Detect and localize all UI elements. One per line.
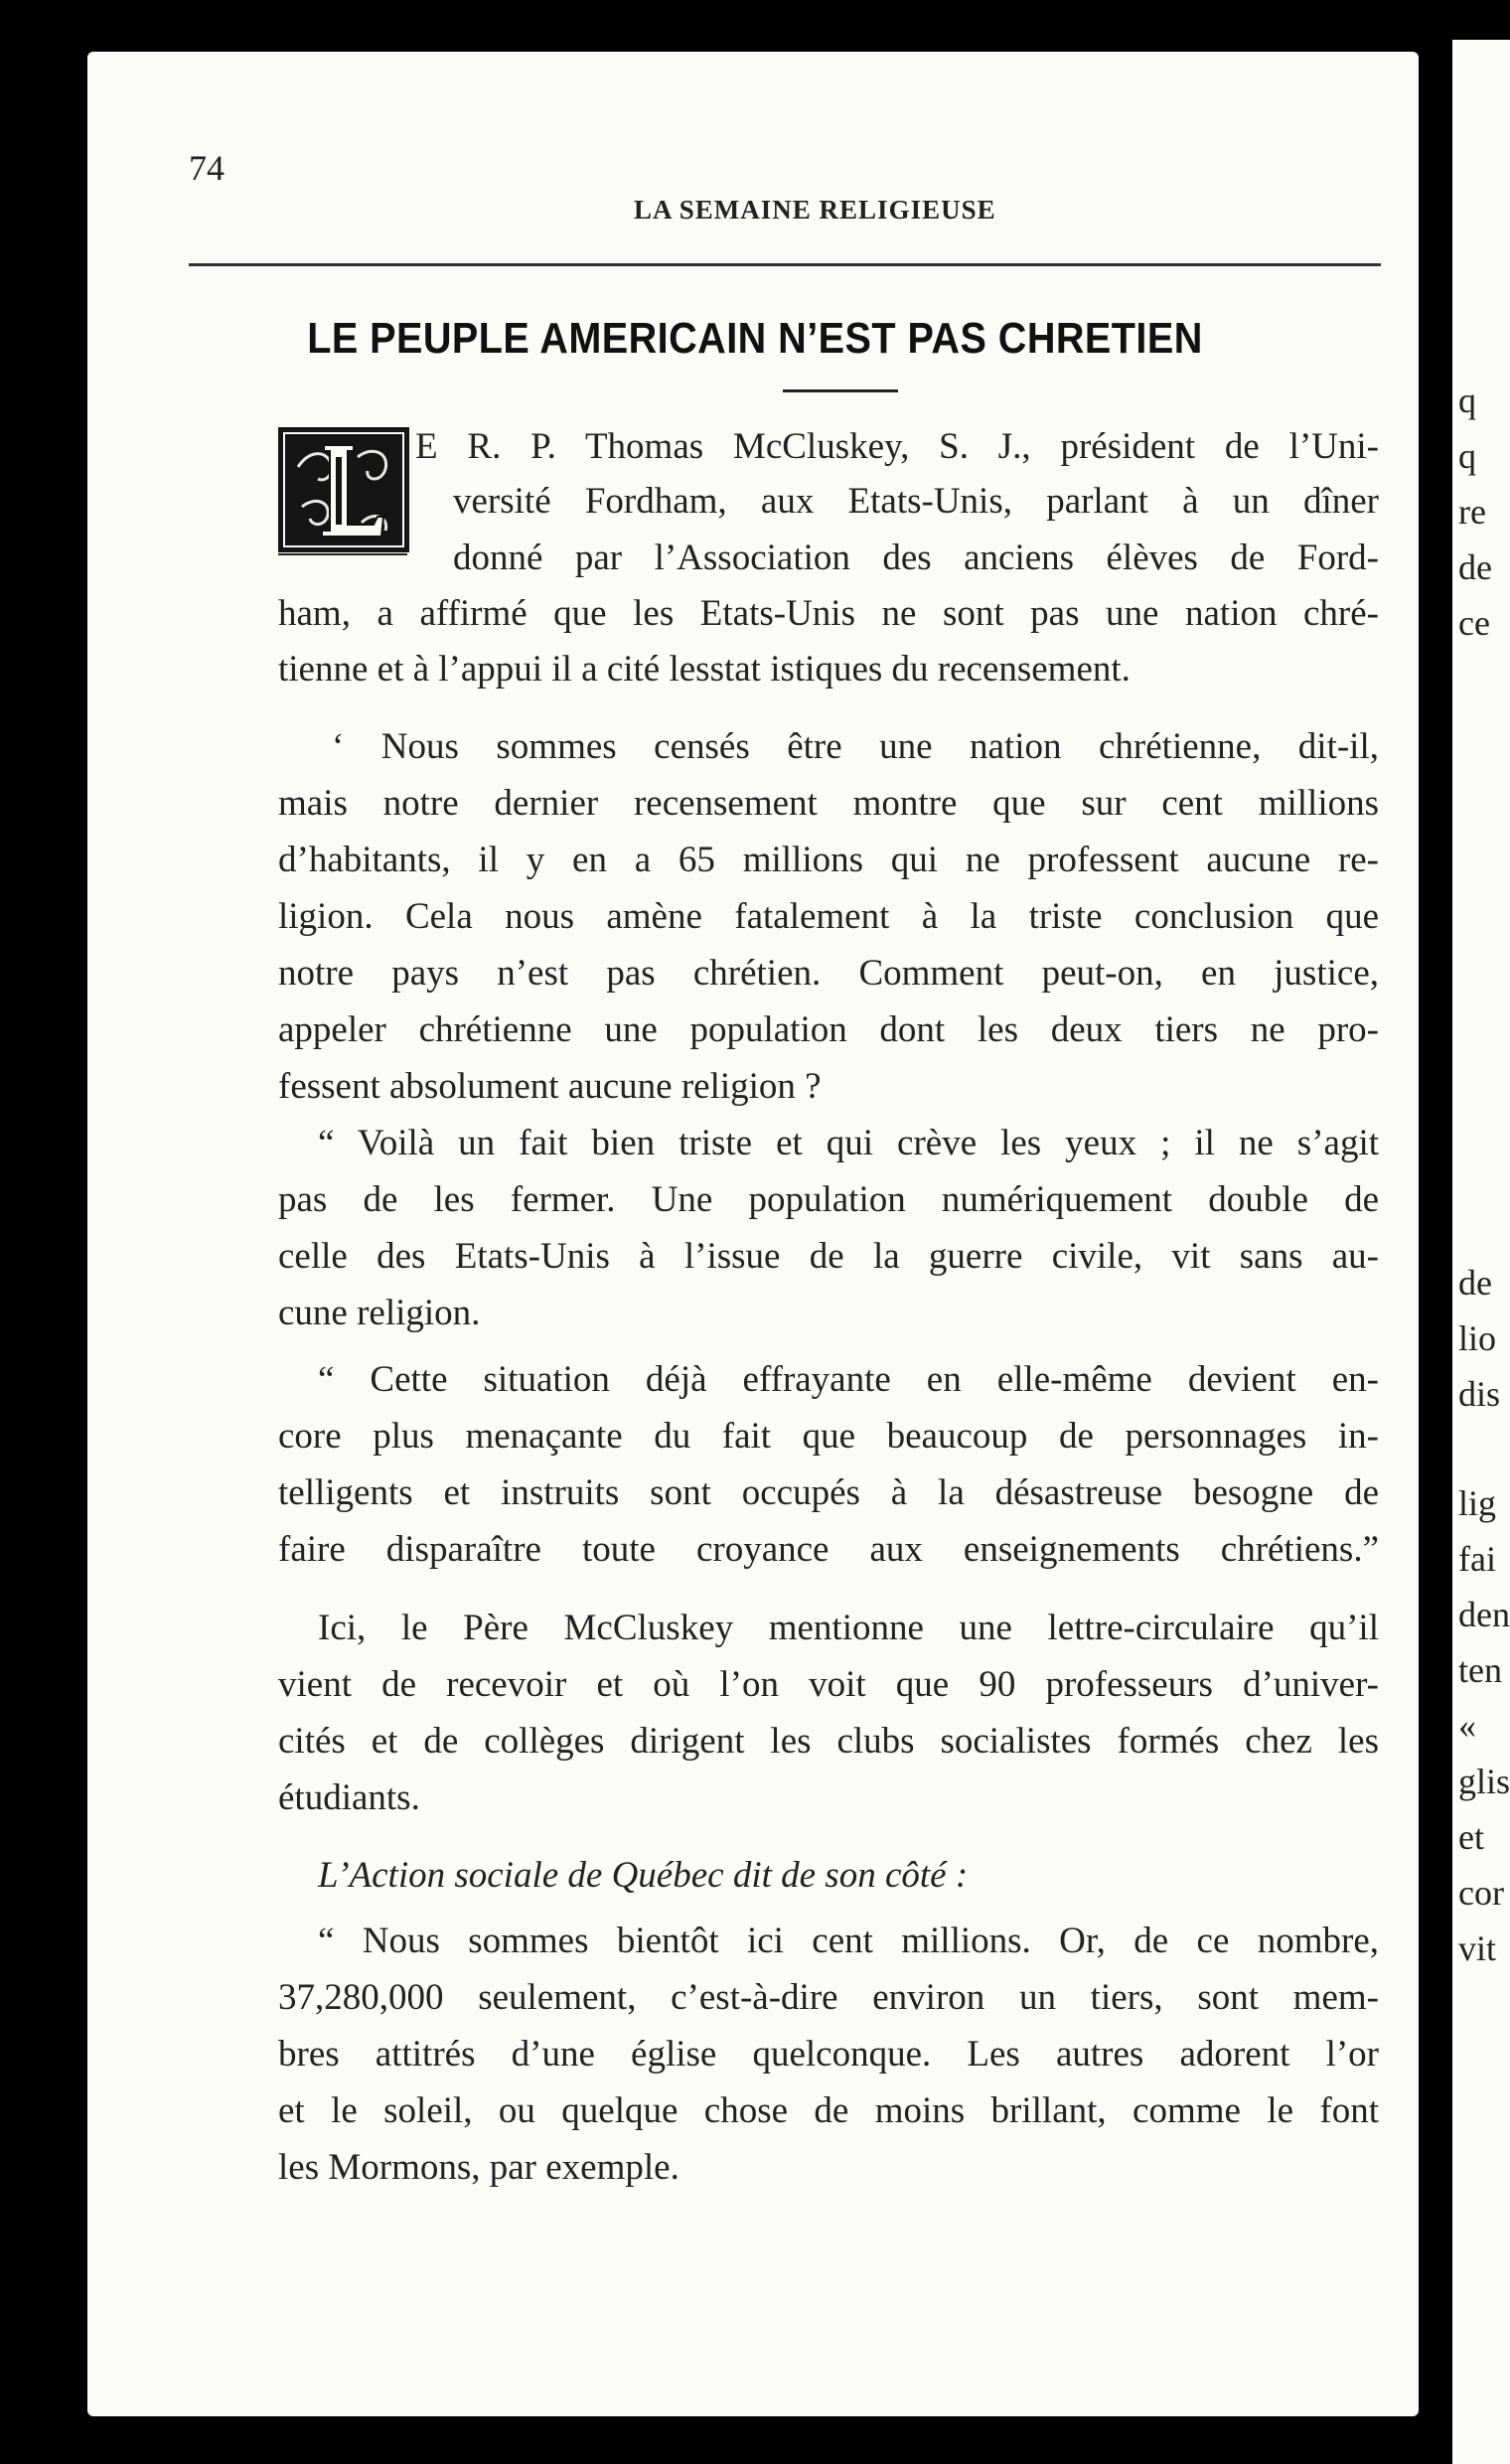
drop-cap-L-ornament [278, 427, 409, 552]
adjacent-fragment: de [1458, 1263, 1492, 1303]
text-line: mais notre dernier recensement montre que sur cent millions [278, 783, 1379, 824]
text-line: cune religion. [278, 1293, 481, 1333]
adjacent-page-edge [1452, 40, 1510, 2464]
text-line: core plus menaçante du fait que beaucoup de personnages in- [278, 1416, 1379, 1457]
header-rule [189, 263, 1381, 266]
text-line: appeler chrétienne une population dont les deux tiers ne pro- [278, 1009, 1379, 1050]
adjacent-fragment: de [1458, 547, 1492, 587]
adjacent-fragment: lig [1458, 1483, 1497, 1523]
text-line: cités et de collèges dirigent les clubs socialistes formés chez les [278, 1721, 1379, 1762]
text-line: celle des Etats-Unis à l’issue de la guerre civile, vit sans au- [278, 1236, 1379, 1277]
text-line: pas de les fermer. Une population numériquement double de [278, 1179, 1379, 1220]
text-line: versité Fordham, aux Etats-Unis, parlant à un dîner [453, 481, 1379, 522]
text-line: fessent absolument aucune religion ? [278, 1066, 822, 1107]
text-line: “ Nous sommes bientôt ici cent millions. Or, de ce nombre, [318, 1921, 1379, 1961]
text-line: les Mormons, par exemple. [278, 2147, 680, 2188]
drop-cap-rule [278, 553, 407, 555]
adjacent-fragment: ce [1458, 603, 1490, 643]
text-line: 37,280,000 seulement, c’est-à-dire environ un tiers, sont mem- [278, 1977, 1379, 2018]
adjacent-fragment: ten [1458, 1650, 1502, 1690]
text-line: vient de recevoir et où l’on voit que 90 professeurs d’univer- [278, 1664, 1379, 1705]
text-line: étudiants. [278, 1777, 420, 1818]
adjacent-fragment: fai [1458, 1539, 1496, 1579]
text-line: et le soleil, ou quelque chose de moins brillant, comme le font [278, 2090, 1379, 2131]
text-line: d’habitants, il y en a 65 millions qui ne professent aucune re- [278, 840, 1379, 880]
running-header: LA SEMAINE RELIGIEUSE [634, 195, 996, 225]
title-rule [783, 389, 898, 392]
adjacent-fragment: re [1458, 492, 1486, 532]
page-number: 74 [189, 148, 225, 188]
text-line: telligents et instruits sont occupés à la désastreuse besogne de [278, 1472, 1379, 1513]
text-line: faire disparaître toute croyance aux enseignements chrétiens.” [278, 1529, 1379, 1570]
adjacent-fragment: vit [1458, 1928, 1497, 1968]
text-line: ham, a affirmé que les Etats-Unis ne sont pas une nation chré- [278, 593, 1379, 634]
text-line: “ Cette situation déjà effrayante en elle-même devient en- [318, 1359, 1379, 1400]
text-line: donné par l’Association des anciens élèves de Ford- [453, 538, 1379, 578]
text-line: bres attitrés d’une église quelconque. Les autres adorent l’or [278, 2034, 1379, 2075]
text-line: E R. P. Thomas McCluskey, S. J., président de l’Uni- [415, 426, 1379, 467]
text-line: notre pays n’est pas chrétien. Comment peut-on, en justice, [278, 953, 1379, 994]
text-line: ligion. Cela nous amène fatalement à la triste conclusion que [278, 896, 1379, 937]
adjacent-fragment: glis [1458, 1762, 1510, 1801]
adjacent-fragment: q [1458, 436, 1476, 476]
adjacent-fragment: den [1458, 1595, 1510, 1634]
article-title: LE PEUPLE AMERICAIN N’EST PAS CHRETIEN [307, 314, 1203, 363]
text-line: Ici, le Père McCluskey mentionne une lettre-circulaire qu’il [318, 1608, 1379, 1648]
text-line: tienne et à l’appui il a cité lesstat istiques du recensement. [278, 649, 1131, 690]
text-line: ‘ Nous sommes censés être une nation chrétienne, dit-il, [332, 726, 1379, 767]
text-line: L’Action sociale de Québec dit de son côté : [318, 1855, 969, 1896]
adjacent-fragment: lio [1458, 1318, 1497, 1358]
adjacent-fragment: et [1458, 1817, 1484, 1857]
adjacent-fragment: dis [1458, 1374, 1501, 1414]
adjacent-fragment: cor [1458, 1873, 1504, 1913]
adjacent-fragment: q [1458, 381, 1476, 420]
adjacent-fragment: « [1458, 1706, 1476, 1746]
text-line: “ Voilà un fait bien triste et qui crève les yeux ; il ne s’agit [318, 1123, 1379, 1163]
